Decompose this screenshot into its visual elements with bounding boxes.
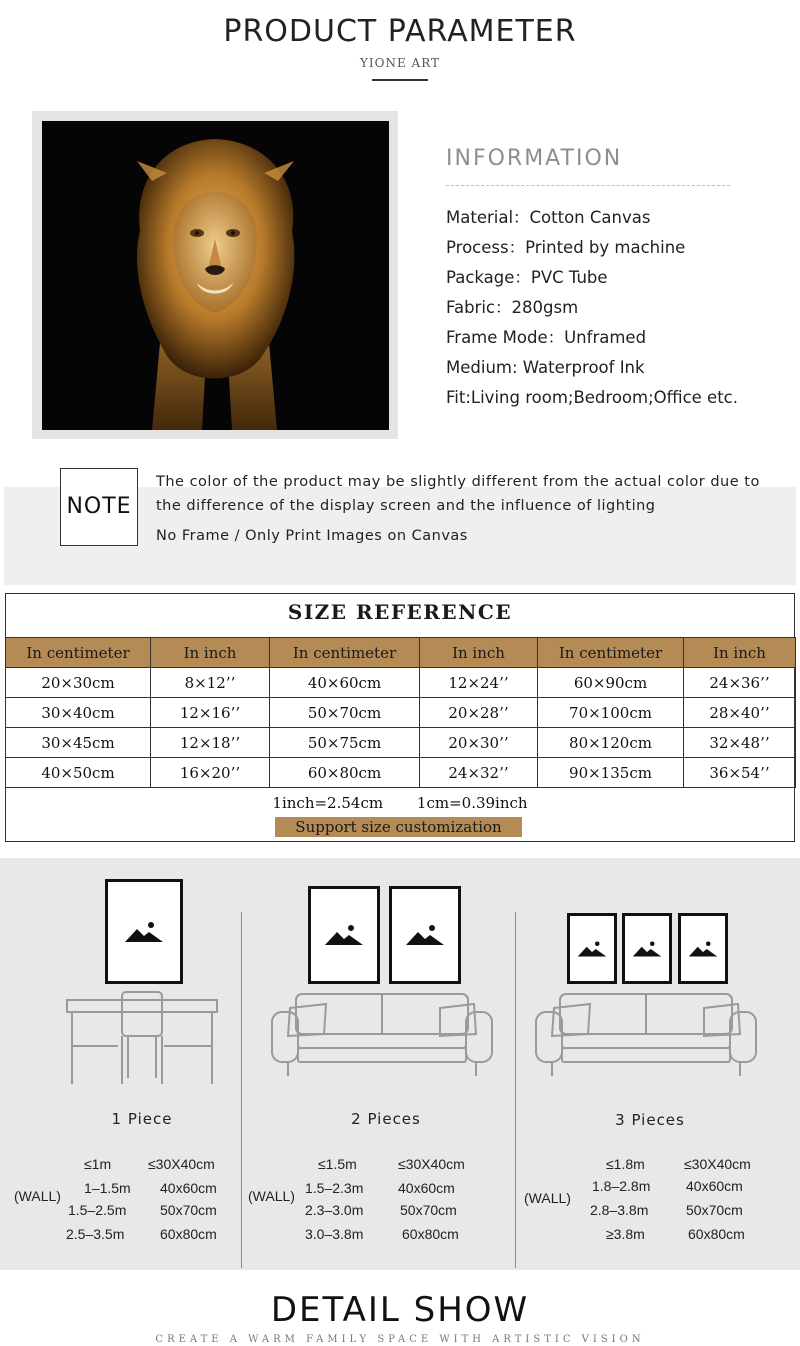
panel-2-label: 2 Pieces bbox=[351, 1110, 421, 1128]
table-cell: 30×40cm bbox=[6, 698, 151, 728]
header-inch-2: In inch bbox=[420, 638, 538, 668]
detail-show-subtitle: CREATE A WARM FAMILY SPACE WITH ARTISTIC VISION bbox=[155, 1334, 645, 1345]
table-cell: 90×135cm bbox=[538, 758, 684, 788]
wall-tag: (WALL) bbox=[248, 1188, 295, 1204]
info-fabric: Fabric：280gsm bbox=[446, 298, 579, 317]
header-divider bbox=[372, 79, 428, 81]
page-title: PRODUCT PARAMETER bbox=[223, 14, 577, 49]
detail-show-title: DETAIL SHOW bbox=[270, 1290, 530, 1330]
lion-icon bbox=[42, 121, 389, 430]
print-size: 50x70cm bbox=[686, 1202, 743, 1218]
table-cell: 12×18’’ bbox=[151, 728, 270, 758]
table-cell: 60×80cm bbox=[270, 758, 420, 788]
note-line-1: The color of the product may be slightly different from the actual color due to bbox=[156, 474, 760, 490]
info-process: Process：Printed by machine bbox=[446, 238, 686, 257]
table-cell: 8×12’’ bbox=[151, 668, 270, 698]
wall-frame bbox=[622, 913, 672, 984]
table-row bbox=[6, 698, 796, 728]
print-size: 60x80cm bbox=[160, 1226, 217, 1242]
print-size: ≤30X40cm bbox=[148, 1156, 215, 1172]
info-package: Package：PVC Tube bbox=[446, 268, 608, 287]
table-cell: 12×16’’ bbox=[151, 698, 270, 728]
print-size: 50x70cm bbox=[400, 1202, 457, 1218]
wall-frame bbox=[567, 913, 617, 984]
panel-divider bbox=[515, 912, 516, 1268]
print-size: 50x70cm bbox=[160, 1202, 217, 1218]
product-image[interactable] bbox=[42, 121, 389, 430]
size-table-header bbox=[6, 638, 796, 668]
note-line-3: No Frame / Only Print Images on Canvas bbox=[156, 528, 468, 544]
wall-width: 1.8–2.8m bbox=[592, 1178, 651, 1194]
mountain-icon bbox=[577, 940, 607, 957]
header-cm-3: In centimeter bbox=[538, 638, 684, 668]
header-cm-1: In centimeter bbox=[6, 638, 151, 668]
wall-width: 1.5–2.3m bbox=[305, 1180, 364, 1196]
info-medium: Medium: Waterproof Ink bbox=[446, 358, 645, 377]
panel-1-label: 1 Piece bbox=[111, 1110, 173, 1128]
note-label: NOTE bbox=[60, 468, 138, 546]
panel-divider bbox=[241, 912, 242, 1268]
wall-width: 2.5–3.5m bbox=[66, 1226, 125, 1242]
table-cell: 28×40’’ bbox=[684, 698, 796, 728]
mountain-icon bbox=[405, 924, 445, 946]
table-cell: 32×48’’ bbox=[684, 728, 796, 758]
wall-frame bbox=[389, 886, 461, 984]
wall-tag: (WALL) bbox=[14, 1188, 61, 1204]
note-line-2: the difference of the display screen and the influence of lighting bbox=[156, 498, 656, 514]
wall-width: ≥3.8m bbox=[606, 1226, 645, 1242]
wall-width: 1–1.5m bbox=[84, 1180, 131, 1196]
wall-width: 2.8–3.8m bbox=[590, 1202, 649, 1218]
table-cell: 24×32’’ bbox=[420, 758, 538, 788]
table-cell: 20×30cm bbox=[6, 668, 151, 698]
mountain-icon bbox=[124, 921, 164, 943]
table-cell: 20×30’’ bbox=[420, 728, 538, 758]
print-size: ≤30X40cm bbox=[684, 1156, 751, 1172]
wall-width: 2.3–3.0m bbox=[305, 1202, 364, 1218]
print-size: ≤30X40cm bbox=[398, 1156, 465, 1172]
table-cell: 12×24’’ bbox=[420, 668, 538, 698]
wall-width: ≤1.5m bbox=[318, 1156, 357, 1172]
note-text bbox=[156, 470, 760, 548]
table-cell: 24×36’’ bbox=[684, 668, 796, 698]
table-cell: 80×120cm bbox=[538, 728, 684, 758]
table-cell: 60×90cm bbox=[538, 668, 684, 698]
mountain-icon bbox=[324, 924, 364, 946]
unit-conversion: 1inch=2.54cm 1cm=0.39inch bbox=[272, 794, 528, 812]
wall-frame bbox=[678, 913, 728, 984]
info-fit: Fit:Living room;Bedroom;Office etc. bbox=[446, 388, 738, 407]
print-size: 40x60cm bbox=[686, 1178, 743, 1194]
table-cell: 40×60cm bbox=[270, 668, 420, 698]
panel-3-label: 3 Pieces bbox=[615, 1111, 685, 1129]
print-size: 40x60cm bbox=[160, 1180, 217, 1196]
print-size: 40x60cm bbox=[398, 1180, 455, 1196]
information-divider bbox=[446, 185, 730, 186]
wall-frame bbox=[105, 879, 183, 984]
table-cell: 40×50cm bbox=[6, 758, 151, 788]
wall-width: 1.5–2.5m bbox=[68, 1202, 127, 1218]
table-cell: 70×100cm bbox=[538, 698, 684, 728]
table-row bbox=[6, 668, 796, 698]
information-list bbox=[446, 206, 738, 416]
wall-width: ≤1.8m bbox=[606, 1156, 645, 1172]
info-material: Material：Cotton Canvas bbox=[446, 208, 651, 227]
table-cell: 50×70cm bbox=[270, 698, 420, 728]
table-cell: 30×45cm bbox=[6, 728, 151, 758]
table-cell: 20×28’’ bbox=[420, 698, 538, 728]
info-frame-mode: Frame Mode：Unframed bbox=[446, 328, 647, 347]
table-cell: 50×75cm bbox=[270, 728, 420, 758]
mountain-icon bbox=[688, 940, 718, 957]
size-table bbox=[5, 637, 796, 788]
wall-frame bbox=[308, 886, 380, 984]
sofa-icon bbox=[532, 990, 760, 1080]
information-title: INFORMATION bbox=[446, 146, 623, 171]
mountain-icon bbox=[632, 940, 662, 957]
header-inch-3: In inch bbox=[684, 638, 796, 668]
desk-chair-icon bbox=[62, 990, 222, 1086]
wall-width: 3.0–3.8m bbox=[305, 1226, 364, 1242]
wall-width: ≤1m bbox=[84, 1156, 112, 1172]
table-row bbox=[6, 728, 796, 758]
table-cell: 36×54’’ bbox=[684, 758, 796, 788]
header-cm-2: In centimeter bbox=[270, 638, 420, 668]
print-size: 60x80cm bbox=[688, 1226, 745, 1242]
table-row bbox=[6, 758, 796, 788]
print-size: 60x80cm bbox=[402, 1226, 459, 1242]
support-customization-badge: Support size customization bbox=[275, 817, 522, 837]
sofa-icon bbox=[268, 990, 496, 1080]
table-cell: 16×20’’ bbox=[151, 758, 270, 788]
wall-tag: (WALL) bbox=[524, 1190, 571, 1206]
brand-subtitle: YIONE ART bbox=[359, 56, 441, 70]
size-reference-title: SIZE REFERENCE bbox=[287, 600, 513, 624]
header-inch-1: In inch bbox=[151, 638, 270, 668]
